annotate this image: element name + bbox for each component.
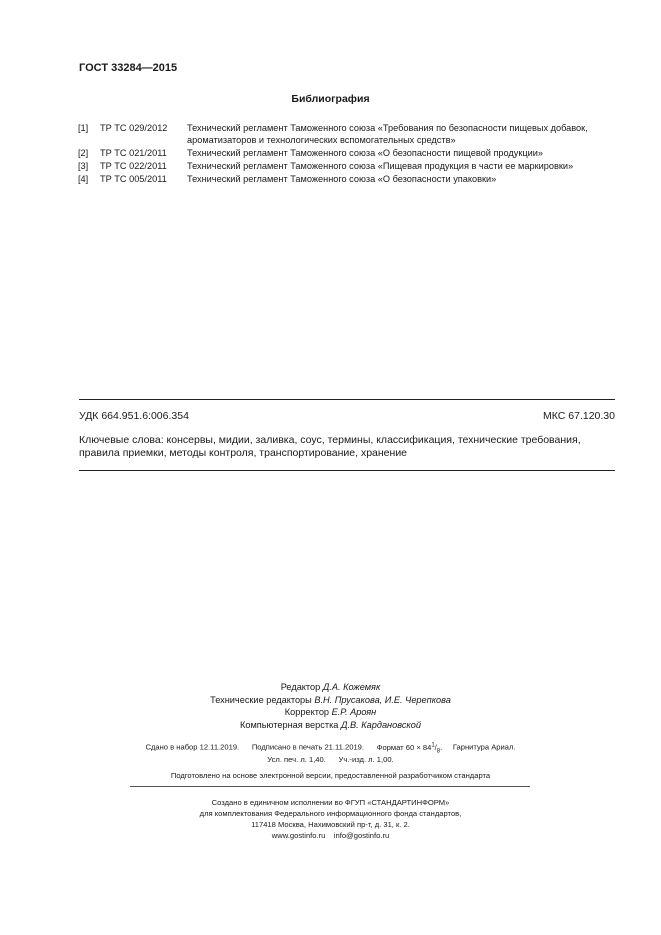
credit-editor xyxy=(0,681,661,694)
bibliography-item xyxy=(78,122,623,146)
ref-code: ТР ТС 021/2011 xyxy=(100,148,167,158)
imprint-signed: Подписано в печать 21.11.2019. xyxy=(251,742,365,752)
publisher-line-1: Создано в единичном исполнении во ФГУП «СТАНДАРТИНФОРМ» xyxy=(211,798,450,807)
ref-text: Технический регламент Таможенного союза «Пищевая продукция в части ее маркировки» xyxy=(187,161,574,171)
credit-name: В.Н. Прусакова, И.Е. Черепкова xyxy=(314,694,451,705)
standard-header: ГОСТ 33284—2015 xyxy=(79,62,178,74)
imprint-pub-sheets: Уч.-изд. л. 1,00. xyxy=(338,755,394,764)
credit-label: Технические редакторы xyxy=(210,694,312,705)
imprint-line-2 xyxy=(0,755,661,764)
ref-text: Технический регламент Таможенного союза «О безопасности упаковки» xyxy=(187,174,497,184)
ref-code: ТР ТС 005/2011 xyxy=(100,174,167,184)
format-prefix: Формат 60 × 84 xyxy=(376,742,432,752)
ref-number: [4] xyxy=(78,174,89,184)
publisher-line-3: 117418 Москва, Нахимовский пр-т, д. 31, к. 2. xyxy=(251,820,410,829)
format-denominator: 8 xyxy=(436,748,441,755)
bibliography-title: Библиография xyxy=(291,93,370,105)
ref-number: [3] xyxy=(78,161,89,171)
credit-label: Компьютерная верстка xyxy=(240,719,339,730)
imprint-format: Формат $60 \times 84^1/_8$. xyxy=(376,742,443,755)
credit-corrector xyxy=(0,706,661,719)
ref-text: Технический регламент Таможенного союза «О безопасности пищевой продукции» xyxy=(187,148,544,158)
credit-name: Д.А. Кожемяк xyxy=(322,682,381,692)
credit-name: Е.Р. Ароян xyxy=(331,707,377,717)
credit-tech-editors xyxy=(0,694,661,707)
credit-label: Редактор xyxy=(280,682,321,692)
imprint-line-1 xyxy=(0,742,661,754)
ref-code: ТР ТС 029/2012 xyxy=(100,123,168,133)
udk-code: УДК 664.951.6:006.354 xyxy=(79,410,189,422)
ref-code: ТР ТС 022/2011 xyxy=(100,161,167,171)
ref-number: [2] xyxy=(78,148,89,158)
imprint-typeface: Гарнитура Ариал. xyxy=(452,742,516,752)
section-divider xyxy=(79,399,615,400)
imprint-divider xyxy=(130,786,530,787)
section-divider xyxy=(79,470,615,471)
credit-layout xyxy=(0,719,661,732)
publisher-line-4: www.gostinfo.ru info@gostinfo.ru xyxy=(271,831,390,840)
ref-text: Технический регламент Таможенного союза «Требования по безопасности пищевых добавок, ароматизаторов и технологических вспомогательных средств» xyxy=(187,123,588,145)
imprint-prepared: Подготовлено на основе электронной версии, предоставленной разработчиком стандарта xyxy=(170,771,491,780)
credit-label: Корректор xyxy=(284,707,330,717)
mks-code: МКС 67.120.30 xyxy=(543,410,615,422)
ref-number: [1] xyxy=(78,123,89,133)
imprint-submitted: Сдано в набор 12.11.2019. xyxy=(145,742,240,752)
publisher-line-2: для комплектования Федерального информационного фонда стандартов, xyxy=(199,809,462,818)
credit-name: Д.В. Кардановской xyxy=(340,719,421,730)
imprint-sheets: Усл. печ. л. 1,40. xyxy=(267,755,326,764)
keywords: Ключевые слова: консервы, мидии, заливка, соус, термины, классификация, технические требования, правила приемки, методы контроля, транспортирование, хранение xyxy=(79,434,581,459)
format-numerator: 1 xyxy=(431,742,435,748)
